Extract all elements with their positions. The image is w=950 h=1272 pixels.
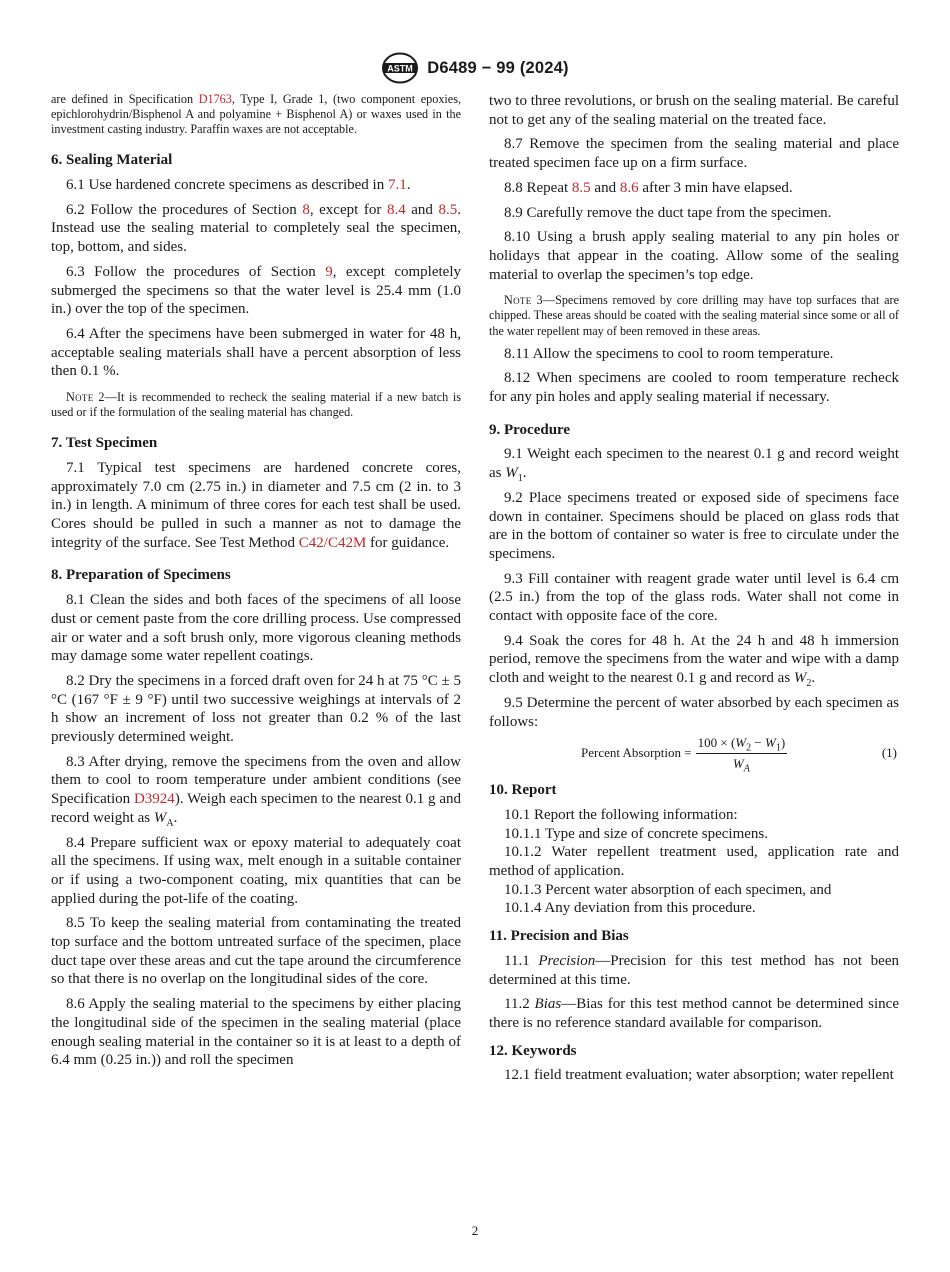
section-12-heading: 12. Keywords (489, 1042, 577, 1059)
para-11-2: 11.2 Bias—Bias for this test method cannot be determined since there is no reference standard available for comparison. (489, 996, 899, 1031)
para-8-7: 8.7 Remove the specimen from the sealing material and place treated specimen face up on a firm surface. (489, 136, 899, 172)
link-section-8[interactable]: 8 (302, 201, 310, 218)
link-8-5[interactable]: 8.5 (571, 179, 591, 196)
para-8-4: 8.4 Prepare sufficient wax or epoxy material to adequately coat all the specimens. If using wax, melt enough in a suitable container or if using a two-component coating, mix quantities that can be applied during the pot-life of the coating. (51, 834, 461, 907)
para-10-1: 10.1 Report the following information: (504, 806, 738, 823)
para-8-5: 8.5 To keep the sealing material from contaminating the treated top surface and the bottom untreated surface of the specimen, place duct tape over these areas and cut the tape around the circumference so that there is no overlap on the longitudinal sides of the core. (51, 915, 461, 988)
para-8-1: 8.1 Clean the sides and both faces of the specimens of all loose dust or cement paste from the core drilling process. Use compressed air or water and a soft brush only, more vigorous cleaning methods may damage some water repellent coatings. (51, 592, 461, 665)
link-c42[interactable]: C42/C42M (298, 534, 367, 551)
para-12-1: 12.1 field treatment evaluation; water absorption; water repellent (504, 1067, 894, 1084)
equation-fraction (696, 734, 788, 775)
link-d3924[interactable]: D3924 (133, 791, 175, 808)
para-6-4: 6.4 After the specimens have been submerged in water for 48 h, acceptable sealing materials shall have a percent absorption of less then 0.1 %. (51, 325, 461, 380)
section-9-heading: 9. Procedure (489, 421, 571, 438)
list-item: 10.1.2 Water repellent treatment used, application rate and method of application. (489, 844, 899, 880)
list-item: 10.1.1 Type and size of concrete specimens. (504, 825, 769, 842)
para-7-1: 7.1 Typical test specimens are hardened concrete cores, approximately 7.0 cm (2.75 in.) in diameter and 7.5 cm (2 in. to 3 in.) in length. A minimum of three cores for each test shall be used. Cores should be pulled in such a manner as not to damage the integrity of the surface. See Test Method C42/C42M for guidance. (51, 459, 461, 551)
para-9-4: 9.4 Soak the cores for 48 h. At the 24 h and 48 h immersion period, remove the specimens from the water and wipe with a damp cloth and weight to the nearest 0.1 g and record as $W_2$. (489, 632, 899, 690)
para-8-3: 8.3 After drying, remove the specimens from the oven and allow them to cool to room temperature under ambient conditions (see Specification D3924). Weigh each specimen to the nearest 0.1 g and record weight as $W_A$. (51, 753, 461, 829)
list-item: 10.1.3 Percent water absorption of each specimen, and (504, 881, 832, 898)
para-9-1: 9.1 Weight each specimen to the nearest 0.1 g and record weight as $W_1$. (489, 446, 899, 485)
section-6-heading: 6. Sealing Material (51, 152, 173, 169)
link-8-4[interactable]: 8.4 (386, 201, 406, 218)
section-11-heading: 11. Precision and Bias (489, 928, 629, 945)
link-section-9[interactable]: 9 (325, 263, 333, 280)
section-10-heading: 10. Report (489, 782, 557, 799)
para-8-6-continued: two to three revolutions, or brush on the sealing material. Be careful not to get any of the sealing material on the treated face. (489, 93, 899, 128)
link-8-6[interactable]: 8.6 (619, 179, 639, 196)
link-8-5[interactable]: 8.5 (438, 201, 458, 218)
para-6-2: 6.2 Follow the procedures of Section 8, except for 8.4 and 8.5. Instead use the sealing material to completely seal the specimen, top, bottom, and sides. (51, 201, 461, 256)
equation-number: (1) (881, 745, 897, 761)
para-9-5: 9.5 Determine the percent of water absorbed by each specimen as follows: (489, 694, 899, 730)
para-9-3: 9.3 Fill container with reagent grade water until level is 6.4 cm (2.5 in.) from the top of the glass rods. Water shall not come in contact with opposite face of the core. (489, 570, 899, 625)
page-header (0, 52, 950, 84)
intro-paragraph: are defined in Specification D1763, Type I, Grade 1, (two component epoxies, epichlorohydrin/Bisphenol A and polyamine + Bisphenol A) or waxes used in the investment casting industry. Paraffin waxes are not acceptable. (51, 92, 462, 137)
note-3: Note 3—Specimens removed by core drilling may have top surfaces that are chipped. These areas should be coated with the sealing material since some or all of the water repellent may of been removed in these areas. (489, 293, 899, 338)
para-8-2: 8.2 Dry the specimens in a forced draft oven for 24 h at 75 °C ± 5 °C (167 °F ± 9 °F) until two successive weighings at intervals of 2 h show an increment of loss not greater than 0.2 % of the last previously determined weight. (51, 672, 461, 746)
equation-numerator: $100 \times (W_2 - W_1)$ (697, 734, 786, 754)
para-8-6: 8.6 Apply the sealing material to the specimens by either placing the longitudinal side of the specimen in the sealing material (place enough sealing material in the container so it is at least to a depth of 6.4 mm (0.25 in.)) and roll the specimen (51, 996, 461, 1069)
standard-designation: D6489 − 99 (2024) (427, 58, 569, 77)
para-9-2: 9.2 Place specimens treated or exposed side of specimens face down in container. Specimens should be placed on glass rods that are in the bottom of container so water is free to circulate under the specimens. (489, 489, 899, 562)
page-number: 2 (471, 1223, 479, 1238)
para-6-3: 6.3 Follow the procedures of Section 9, except completely submerged the specimens so that the water level is 25.4 mm (1.0 in.) over the top of the specimen. (51, 263, 461, 318)
link-d1763[interactable]: D1763 (198, 92, 232, 106)
list-item: 10.1.4 Any deviation from this procedure. (504, 900, 756, 917)
para-8-11: 8.11 Allow the specimens to cool to room temperature. (504, 345, 834, 362)
section-8-heading: 8. Preparation of Specimens (51, 567, 231, 584)
right-column (489, 92, 899, 1085)
para-8-9: 8.9 Carefully remove the duct tape from the specimen. (504, 204, 832, 221)
equation-lhs: Percent Absorption = (581, 745, 692, 761)
astm-logo-icon (381, 52, 419, 84)
para-11-1: 11.1 Precision—Precision for this test method has not been determined at this time. (489, 952, 899, 988)
svg-text:ASTM: ASTM (387, 63, 414, 74)
link-7-1[interactable]: 7.1 (387, 176, 407, 193)
equation-1 (489, 731, 899, 775)
left-column (51, 92, 461, 1070)
section-7-heading: 7. Test Specimen (51, 435, 158, 452)
note-2: Note 2—It is recommended to recheck the sealing material if a new batch is used or if the formulation of the sealing material has changed. (51, 390, 461, 420)
para-8-10: 8.10 Using a brush apply sealing material to any pin holes or holidays that appear in the coating. Allow some of the sealing material to overlap the specimen’s top edge. (489, 229, 899, 283)
para-8-12: 8.12 When specimens are cooled to room temperature recheck for any pin holes and apply sealing material if necessary. (489, 370, 899, 406)
para-6-1: 6.1 Use hardened concrete specimens as described in 7.1. (66, 176, 411, 193)
equation-denominator: $W_A$ (732, 755, 750, 775)
para-8-8: 8.8 Repeat 8.5 and 8.6 after 3 min have elapsed. (504, 179, 793, 196)
